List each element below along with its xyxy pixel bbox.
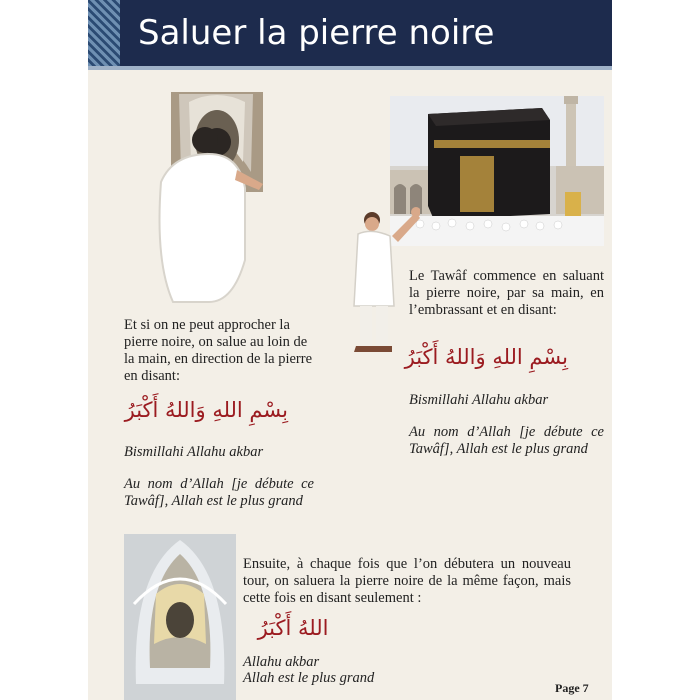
- book-page: [88, 0, 612, 700]
- right-arabic-invocation: بِسْمِ اللهِ وَاللهُ أَكْبَرُ: [404, 345, 568, 369]
- pilgrim-touching-stone-illustration: [153, 92, 273, 304]
- header-divider: [88, 66, 612, 70]
- left-translation: Au nom d’Allah [je débute ce Tawâf], Allah est le plus grand: [124, 476, 314, 509]
- bottom-translation: Allah est le plus grand: [243, 670, 375, 686]
- header-pattern: [88, 0, 120, 66]
- black-stone-illustration: [124, 534, 236, 700]
- right-transliteration: Bismillahi Allahu akbar: [409, 392, 549, 408]
- bottom-transliteration: Allahu akbar: [243, 654, 320, 670]
- page-title: Saluer la pierre noire: [138, 13, 495, 53]
- bottom-arabic-invocation: اللهُ أَكْبَرُ: [257, 616, 329, 640]
- left-instruction-text: Et si on ne peut approcher la pierre noire, on salue au loin de la main, en direction de la pierre en disant:: [124, 317, 313, 384]
- kaaba-illustration: [390, 96, 604, 246]
- right-instruction-text: Le Tawâf commence en saluant la pierre noire, par sa main, en l’embrassant et en disant:: [409, 268, 604, 318]
- bottom-instruction-text: Ensuite, à chaque fois que l’on débutera un nouveau tour, on saluera la pierre noire de la même façon, mais cette fois en disant seulement :: [243, 556, 571, 606]
- right-translation: Au nom d’Allah [je débute ce Tawâf], Allah est le plus grand: [409, 424, 604, 457]
- left-transliteration: Bismillahi Allahu akbar: [124, 444, 264, 460]
- page-header: [88, 0, 612, 66]
- page-number: Page 7: [555, 681, 589, 695]
- left-arabic-invocation: بِسْمِ اللهِ وَاللهُ أَكْبَرُ: [124, 398, 288, 422]
